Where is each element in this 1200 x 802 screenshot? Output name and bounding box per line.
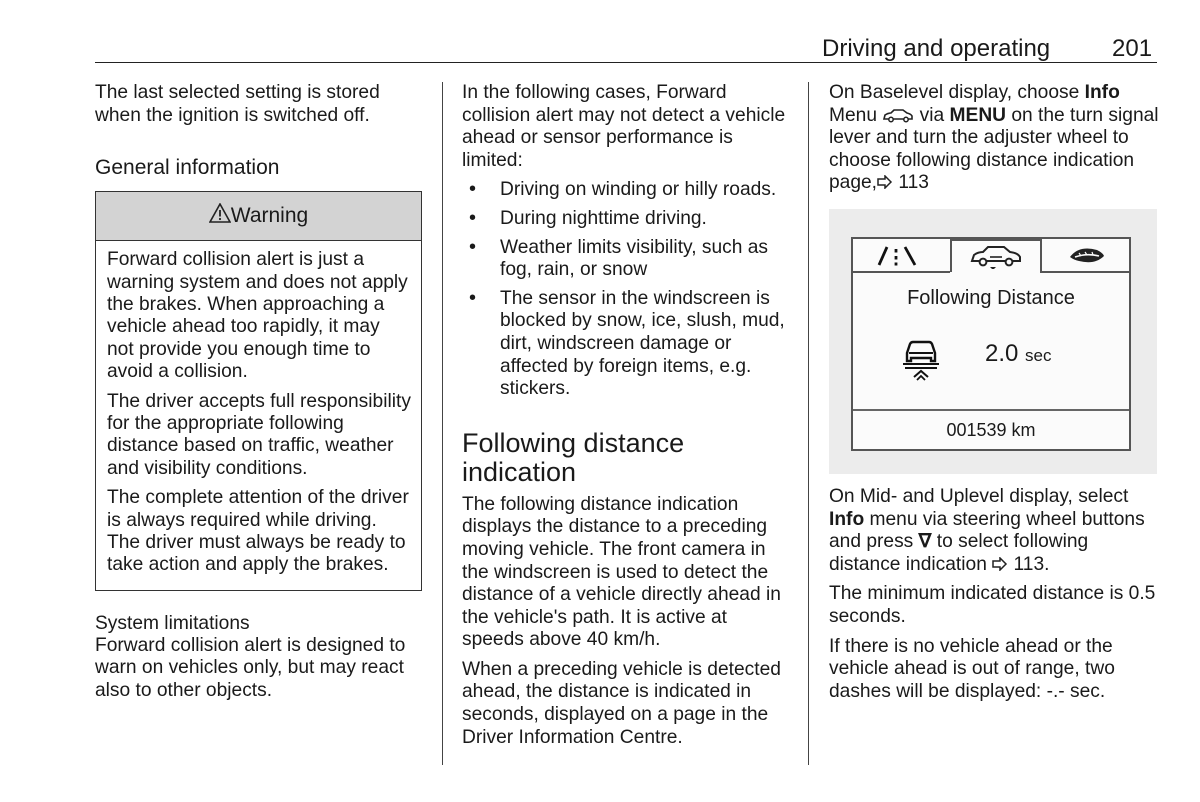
text-segment: via <box>914 104 950 126</box>
text-segment: On Mid- and Uplevel display, select <box>829 485 1129 507</box>
column-divider-1 <box>442 82 443 765</box>
down-button-symbol: ∇ <box>918 531 932 553</box>
car-tab-icon <box>950 239 1042 272</box>
warning-box <box>95 191 422 591</box>
column-3 <box>829 82 1159 710</box>
header-rule <box>95 62 1157 63</box>
display-illustration <box>829 209 1157 474</box>
odometer-divider <box>853 409 1129 411</box>
page-reference: 113 <box>898 172 929 194</box>
system-limitations-text: Forward collision alert is designed to warn on vehicles only, but may react also to other objects. <box>95 634 406 702</box>
display-title: Following Distance <box>907 286 1075 309</box>
eco-leaf-icon <box>1065 241 1109 271</box>
column-1 <box>95 82 425 710</box>
info-label: Info <box>1084 82 1120 103</box>
distance-unit: sec <box>1025 345 1052 365</box>
chapter-title: Driving and operating <box>822 35 1051 62</box>
page-reference-arrow-icon <box>877 172 893 193</box>
minimum-distance-paragraph: The minimum indicated distance is 0.5 seconds. <box>829 583 1156 627</box>
following-distance-paragraph: When a preceding vehicle is detected ahead, the distance is indicated in seconds, displayed on a page in the Driver Information Centre. <box>462 658 781 748</box>
menu-label: MENU <box>949 104 1007 126</box>
no-vehicle-paragraph: If there is no vehicle ahead or the vehicle ahead is out of range, two dashes will be displayed: -.- sec. <box>829 635 1115 702</box>
warning-paragraph: Forward collision alert is just a warning system and does not apply the brakes. When approaching a vehicle ahead too rapidly, it may not provide you enough time to avoid a collision. <box>107 249 408 383</box>
text-segment: to select following distance indication <box>829 531 1089 575</box>
tab-underline <box>1040 271 1129 273</box>
page-reference: 113. <box>1013 553 1050 575</box>
intro-paragraph: The last selected setting is stored when the ignition is switched off. <box>95 82 380 126</box>
system-limitations-heading: System limitations <box>95 612 250 634</box>
list-item: • Driving on winding or hilly roads. <box>462 179 794 202</box>
following-distance-icon <box>899 337 943 388</box>
following-distance-paragraph: The following distance indication displays the distance to a preceding moving vehicle. The front camera in the windscreen is used to detect the distance of a vehicle directly ahead in the vehicle's path. It is active at speeds above 40 km/h. <box>462 493 781 651</box>
text-segment: Menu <box>829 104 883 126</box>
distance-value <box>985 339 1052 368</box>
distance-number: 2.0 <box>985 339 1019 367</box>
following-distance-heading: Following distance indication <box>462 427 685 487</box>
text-segment: on the turn signal lever and turn the adjuster wheel to choose following distance indication page, <box>829 104 1159 194</box>
text-segment: On Baselevel display, choose <box>829 82 1085 103</box>
info-display-screen <box>851 237 1131 451</box>
road-lane-icon <box>875 241 927 271</box>
list-item: • The sensor in the windscreen is blocked by snow, ice, slush, mud, dirt, windscreen damage or affected by foreign items, e.g. stickers. <box>462 288 794 401</box>
uplevel-instructions <box>829 486 1159 576</box>
list-item: • During nighttime driving. <box>462 208 794 231</box>
limitations-intro: In the following cases, Forward collision alert may not detect a vehicle ahead or sensor performance is limited: <box>462 82 786 171</box>
warning-title: Warning <box>230 203 309 227</box>
general-information-heading: General information <box>95 156 280 180</box>
warning-paragraph: The complete attention of the driver is always required while driving. The driver must always be ready to take action and apply the brakes. <box>107 487 409 576</box>
odometer-reading: 001539 km <box>946 419 1036 440</box>
warning-header <box>96 192 421 241</box>
column-2 <box>462 82 794 756</box>
tab-underline <box>853 271 950 273</box>
column-divider-2 <box>808 82 809 765</box>
car-icon <box>882 105 914 126</box>
warning-triangle-icon <box>209 203 231 229</box>
baselevel-instructions <box>829 82 1159 195</box>
list-item: • Weather limits visibility, such as fog, rain, or snow <box>462 237 794 282</box>
limitations-list <box>462 179 794 400</box>
warning-body <box>96 241 421 590</box>
text-segment: menu via steering wheel buttons and press <box>829 508 1145 553</box>
page-number: 201 <box>1112 35 1153 62</box>
info-label: Info <box>829 508 865 530</box>
page-reference-arrow-icon <box>992 554 1008 575</box>
warning-paragraph: The driver accepts full responsibility for the appropriate following distance based on traffic, weather and visibility conditions. <box>107 390 411 479</box>
